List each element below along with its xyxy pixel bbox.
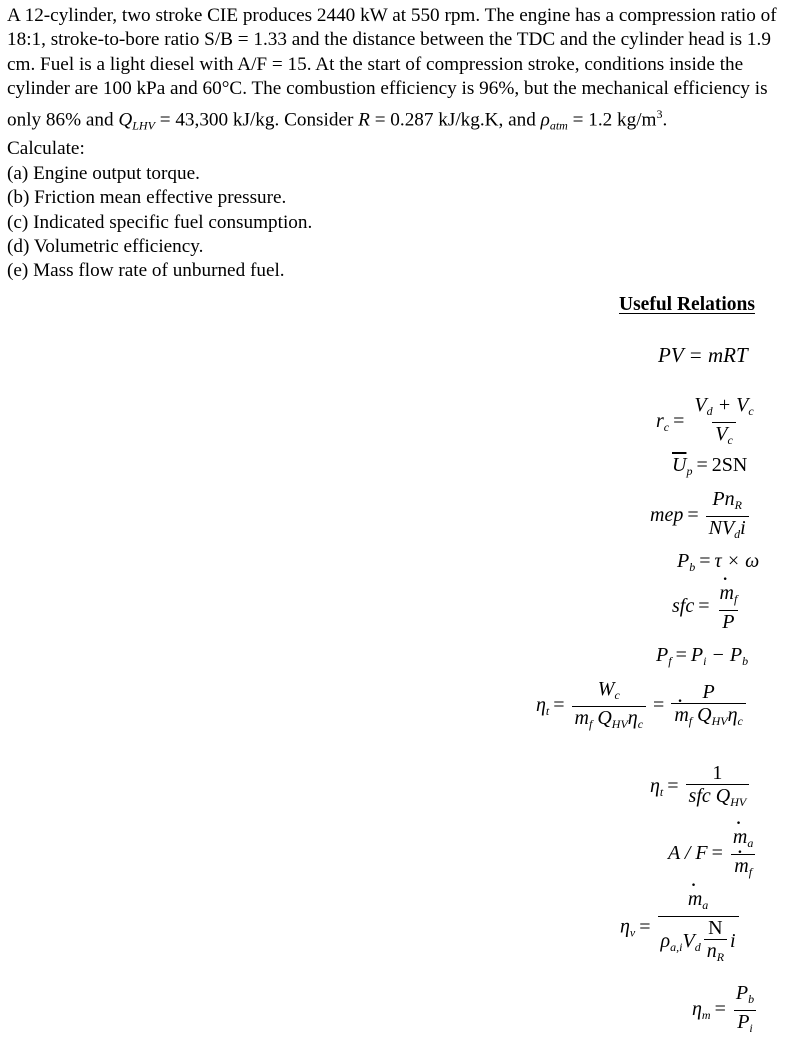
question-list [7,162,792,284]
question-item: (d) Volumetric efficiency. [7,236,204,258]
thermal-efficiency-equation: $\eta_t$ = $\frac{W_c}{m_f Q_{HV}\eta_c}$ = P · $m_f$ $Q_{HV}\eta_c$ [536,678,749,735]
thermal-efficiency-sfc-equation: $\eta_t$ = $\frac{1}{sfc Q_{HV}}$ [650,762,752,813]
useful-relations-heading: Useful Relations [619,294,755,315]
problem-statement [7,4,792,284]
problem-text: A 12-cylinder, two stroke CIE produces 2440 kW at 550 rpm. The engine has a compression ratio of 18:1, stroke-to-bore ratio S/B = 1.33 and the distance between the TDC and the cylinder head is 1.9 cm. Fuel is a light diesel with A/F = 15. At the start of compression stroke, conditions inside the cylinder are 100 kPa and 60°C. The combustion efficiency is 96%, but the mechanical efficiency is only 86% and $Q_{LHV} = 43,300$ kJ/kg. Consider R = 0.287 kJ/kg.K, and $\rho_{atm} = 1.2$ $kg/m^3$. [7,5,777,133]
compression-ratio-equation: $r_c$ = $\frac{V_d + V_c}{V_c}$ [656,394,760,451]
air-fuel-ratio-equation: A / F = · $m_a$ · $m_f$ [668,826,759,883]
brake-power-equation: $P_b = \tau \times \omega$ [677,550,760,574]
calculate-label: Calculate: [7,138,85,160]
sfc-equation: sfc = · $\frac{m_f}{P}$ [672,582,743,633]
volumetric-efficiency-equation: $\eta_v$ = · $m_a$ $\rho_{a,i}V_d$ $\frac{N}{n_R}$ i [620,888,742,968]
ideal-gas-equation: PV = mRT [658,343,748,367]
question-item: (b) Friction mean effective pressure. [7,187,287,209]
question-item: (c) Indicated specific fuel consumption. [7,211,313,233]
piston-speed-equation: $\overline{U}_p = 2SN$ [672,454,748,478]
question-item: (e) Mass flow rate of unburned fuel. [7,260,285,282]
question-item: (a) Engine output torque. [7,162,200,184]
friction-power-equation: $P_f = P_i - P_b$ [656,644,749,668]
mechanical-efficiency-equation: $\eta_m$ = $\frac{P_b}{P_i}$ [692,982,760,1039]
mep-equation: mep = $\frac{Pn_R}{NV_di}$ [650,488,752,545]
